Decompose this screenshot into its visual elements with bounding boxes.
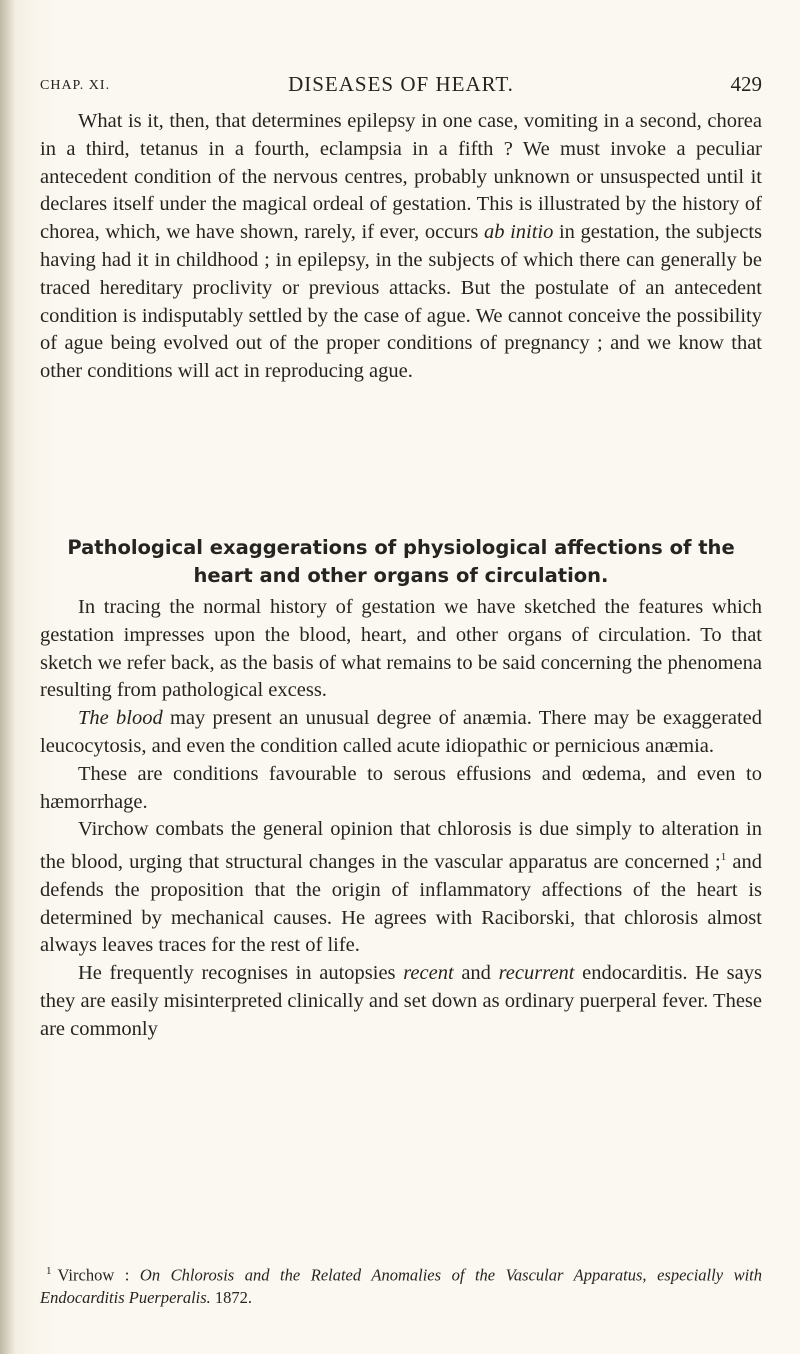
footnote-author: Virchow : (57, 1265, 140, 1285)
paragraph-2 (40, 705, 762, 761)
footnote-reference: 1 (720, 851, 727, 864)
intro-text-2: in gestation, the subjects having had it in childhood ; in epilepsy, in the subjects of which there can generally be traced hereditary proclivity or previous attacks. But the postulate of an antecedent condition is indisputably settled by the case of ague. We cannot conceive the possibility of ague being evolved out of the proper conditions of pregnancy ; and we know that other conditions will act in reproducing ague. (40, 221, 762, 383)
paragraph-2-italic-lead: The blood (78, 707, 163, 730)
footnote-title: On Chlorosis and the Related Anomalies of the Vascular Apparatus, especially with Endocarditis Puerperalis. (40, 1265, 763, 1307)
intro-paragraph (40, 108, 762, 386)
chapter-label: CHAP. XI. (40, 78, 111, 93)
intro-text-1: What is it, then, that determines epilepsy in one case, vomiting in a second, chorea in a third, tetanus in a fourth, eclampsia in a fifth ? We must invoke a peculiar antecedent condition of the nervous centres, probably unknown or unsuspected until it declares itself under the magical ordeal of gestation. This is illustrated by the history of chorea, which, we have shown, rarely, if ever, occurs (40, 110, 762, 244)
paragraph-2-text: may present an unusual degree of anæmia. There may be exaggerated leucocytosis, and even the condition called acute idiopathic or pernicious anæmia. (40, 707, 762, 757)
paragraph-5-text-3: endocarditis. He says they are easily misinterpreted clinically and set down as ordinary puerperal fever. These are commonly (40, 962, 762, 1040)
binding-edge (0, 0, 16, 1354)
paragraph-5-italic-1: recent (403, 962, 454, 985)
paragraph-5 (40, 960, 762, 1043)
paragraph-4-text-1: Virchow combats the general opinion that chlorosis is due simply to alteration in the blood, urging that structural changes in the vascular apparatus are concerned ; (40, 818, 762, 873)
paragraph-5-text-2: and (453, 962, 499, 985)
footnote (40, 1260, 762, 1309)
paragraph-1: In tracing the normal history of gestation we have sketched the features which gestation impresses upon the blood, heart, and other organs of circulation. To that sketch we refer back, as the basis of what remains to be said concerning the phenomena resulting from pathological excess. (40, 596, 762, 702)
paragraph-4 (40, 816, 762, 960)
page-header (40, 72, 762, 100)
paragraph-3: These are conditions favourable to serous effusions and œdema, and even to hæmorrhage. (40, 762, 762, 813)
footnote-year: 1872. (210, 1287, 253, 1307)
running-title: DISEASES OF HEART. (288, 72, 514, 96)
section-text-block (40, 594, 762, 1044)
paragraph-5-italic-2: recurrent (498, 962, 575, 985)
page-number: 429 (730, 72, 762, 96)
intro-italic-phrase: ab initio (483, 221, 554, 244)
section-heading: Pathological exaggerations of physiological affections of the heart and other organs of circulation. (67, 536, 735, 587)
paragraph-4-text-2: and defends the proposition that the origin of inflammatory affections of the heart is determined by mechanical causes. He agrees with Raciborski, that chlorosis almost always leaves traces for the rest of life. (40, 851, 762, 957)
intro-text-block (40, 108, 762, 386)
footnote-marker: 1 (46, 1265, 52, 1277)
paragraph-5-text-1: He frequently recognises in autopsies (78, 962, 404, 985)
